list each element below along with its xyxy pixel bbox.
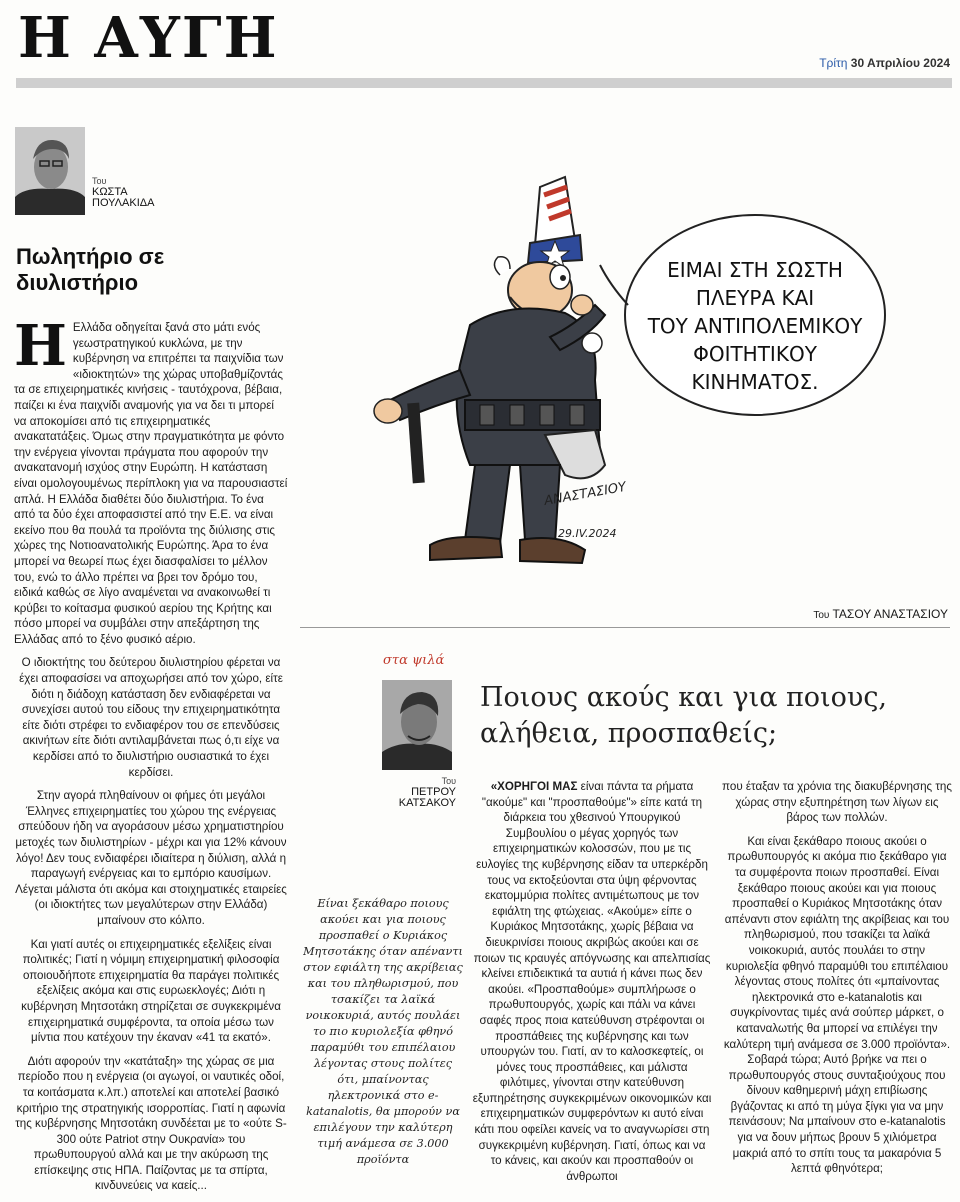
credit-prefix: Του bbox=[813, 610, 830, 621]
article-paragraph bbox=[472, 779, 712, 1184]
lead-in: «ΧΟΡΗΓΟΙ ΜΑΣ bbox=[490, 780, 578, 793]
cartoon-illustration bbox=[360, 165, 945, 590]
article-body bbox=[472, 779, 712, 1192]
issue-date-value: 30 Απριλίου 2024 bbox=[850, 56, 950, 70]
paragraph-text: Ελλάδα οδηγείται ξανά στο μάτι ενός γεωστρατηγικού κυκλώνα, με την κυβέρνηση να επιτρέπει τα παιχνίδια των «ιδιοκτητών» της χώρας υποβαθμίζοντάς τα σε επιχειρηματικές κινήσεις - ταυτόχρονα, βέβαια, παίζει κι ένα παιχνίδι αναμονής για να δει τι μπορεί να αποκομίσει από τις επιχειρηματικές ανακατατάξεις. Όμως στην πραγματικότητα με φόντο την ενέργεια γίνονται πράγματα που αφορούν την ανακατανομή ισχύος στην Ευρώπη. Η κατάσταση είναι ομολογουμένως περίπλοκη για να παρουσιαστεί απλά. Η Ελλάδα διαθέτει δύο διυλιστήρια. Το ένα από τα δύο έχει αποφασιστεί από την Ε.Ε. να είναι εκείνο που θα πουλά τα προϊόντα της διύλισης στις χώρες της Νοτιοανατολικής Ευρώπης. Άρα το ένα μπορεί να θεωρεί πως έχει διασφαλίσει το μέλλον του, ενώ το άλλο πρέπει να βρει τον δρόμο του, ειδικά καθώς σε λίγο αναμένεται να ανακοινωθεί τι κρύβει το κοίτασμα φυσικού αερίου της Κρήτης και πόσο μπορεί να συμβάλει στην απεξάρτηση της Ελλάδας από το ξένο φυσικό αέριο. bbox=[14, 321, 288, 646]
article-body-continued bbox=[722, 779, 952, 1185]
masthead-rule bbox=[16, 78, 952, 88]
speech-line: ΠΛΕΥΡΑ ΚΑΙ bbox=[695, 286, 815, 310]
article-paragraph: Στην αγορά πληθαίνουν οι φήμες ότι μεγάλοι Έλληνες επιχειρηματίες του χώρου της ενέργειας σπεύδουν ήδη να αγοράσουν μέσω χρηματιστηρίου μετοχές των διυλιστηρίων - μέχρι και για 12% κάνουν λόγο! Δεν τους ενδιαφέρει ιδιαίτερα η διύλιση, αλλά η παραγωγή ενέργειας και το εμπόριο καυσίμων. Λέγεται μάλιστα ότι ακόμα και στοιχηματικές εταιρείες (οι ιδιοκτήτες των μεγαλύτερων στην Ελλάδα) μπαίνουν στο κόλπο. bbox=[15, 789, 287, 927]
speech-line: ΤΟΥ ΑΝΤΙΠΟΛΕΜΙΚΟΥ bbox=[647, 314, 863, 338]
article-paragraph bbox=[14, 313, 288, 647]
speech-line: ΦΟΙΤΗΤΙΚΟΥ bbox=[693, 342, 817, 366]
author-prefix: Του bbox=[441, 776, 456, 786]
credit-name: ΤΑΣΟΥ ΑΝΑΣΤΑΣΙΟΥ bbox=[832, 607, 948, 621]
article-paragraph: που έταξαν τα χρόνια της διακυβέρνησης της χώρας στην εξυπηρέτηση των λίγων εις βάρος των πολλών. bbox=[722, 780, 952, 825]
speech-line: ΚΙΝΗΜΑΤΟΣ. bbox=[691, 370, 819, 394]
article-paragraph: Και είναι ξεκάθαρο ποιους ακούει ο πρωθυπουργός κι ακόμα πιο ξεκάθαρο για τα συμφέροντα ποιων προσπαθεί. Είναι ξεκάθαρο ποιους ακούει και για ποιους προσπαθεί ο Κυριάκος Μητσοτάκης όταν απέναντι στον εφιάλτη της ακρίβειας και του πληθωρισμού, που τσακίζει τα λαϊκά νοικοκυριά, αυτός πουλάει το στην κυριολεξία φθηνό παραμύθι του επιπέλαιου λέγοντας στους πολίτες ότι «μπαίνοντας ηλεκτρονικά στο e-katanalotis και συγκρίνοντας τιμές ανά σούπερ μάρκετ, ο καταναλωτής θα μπορεί να επιλέγει την καλύτερη τιμή ανάμεσα σε 3.000 προϊόντα». Σοβαρά τώρα; Αυτό βρήκε να πει ο πρωθυπουργός στους συνταξιούχους που δίνουν καθημερινή μάχη επιβίωσης βγάζοντας κι από τη μύγα ξίγκι για να μην πεινάσουν; Να μπαίνουν στο e-katanalotis για να δουν μήπως βρουν 5 χιλιόμετρα μακριά από το σπίτι τους τα μακαρόνια 5 λεπτά φθηνότερα; bbox=[723, 834, 951, 1176]
speech-line: ΕΙΜΑΙ ΣΤΗ ΣΩΣΤΗ bbox=[667, 258, 843, 282]
cartoon-date: 29.IV.2024 bbox=[558, 527, 617, 540]
author-photo bbox=[15, 127, 85, 215]
issue-date bbox=[819, 56, 950, 70]
author-caption bbox=[92, 176, 172, 209]
cartoon-signature: ΑΝΑΣΤΑΣΙΟΥ bbox=[543, 479, 628, 509]
article-paragraph: Ο ιδιοκτήτης του δεύτερου διυλιστηρίου φέρεται να έχει αποφασίσει να αποχωρήσει από τον χώρο, είτε διότι η διάδοχη κατάσταση δεν ενδιαφέρεται να συνεχίσει αυτού του είδους την επιχειρηματικότητα είτε διότι στρέφει το ενδιαφέρον του σε επενδύσεις ακινήτων είτε διότι αντιλαμβάνεται πως ό,τι είχε να κερδίσει από το διυλιστήριο ουσιαστικά το έχει κερδίσει. bbox=[19, 656, 283, 779]
author-name: ΚΩΣΤΑ ΠΟΥΛΑΚΙΔΑ bbox=[92, 186, 155, 209]
author-photo bbox=[382, 680, 452, 770]
pull-quote: Είναι ξεκάθαρο ποιους ακούει και για ποιους προσπαθεί ο Κυριάκος Μητσοτάκης όταν απέναντι στον εφιάλτη της ακρίβειας και του πληθωρισμού, που τσακίζει τα λαϊκά νοικοκυριά, αυτός πουλάει το πιο κυριολεξία φθηνό παραμύθι του επιπέλαιου λέγοντας στους πολίτες ότι, μπαίνοντας ηλεκτρονικά στο e-katanalotis, θα μπορούν να επιλέγουν την καλύτερη τιμή ανάμεσα σε 3.000 προϊόντα bbox=[303, 897, 463, 1166]
author-name: ΠΕΤΡΟΥ ΚΑΤΣΑΚΟΥ bbox=[398, 786, 456, 809]
dropcap: Η bbox=[14, 313, 67, 379]
author-portrait-icon bbox=[15, 127, 85, 215]
article-headline: Πωλητήριο σε διυλιστήριο bbox=[16, 244, 165, 295]
article-paragraph: Και γιατί αυτές οι επιχειρηματικές εξελίξεις είναι πολιτικές; Γιατί η νόμιμη επιχειρηματική φιλοσοφία οποιουδήποτε επιχειρηματία θα παράγει πολιτικές εξελίξεις ακόμα και στις ευρωεκλογές; Διότι η κυβέρνηση Μητσοτάκη στηρίζεται σε συγκεκριμένα επιχειρηματικά συμφέροντα, τα οποία μέσω των μίντια που κατέχουν την έκαναν «41 τα εκατό». bbox=[21, 937, 281, 1045]
article-body bbox=[14, 313, 288, 1202]
masthead-title: Η ΑΥΓΗ bbox=[18, 5, 279, 71]
author-caption bbox=[382, 776, 456, 809]
cartoon bbox=[360, 165, 945, 590]
author-prefix: Του bbox=[92, 176, 107, 186]
section-divider bbox=[300, 627, 950, 628]
author-portrait-icon bbox=[382, 680, 452, 770]
article-paragraph: Διότι αφορούν την «κατάταξη» της χώρας σε μια περίοδο που η ενέργεια (οι αγωγοί, οι ναυτικές οδοί, τα κοιτάσματα κ.λπ.) αποτελεί και αποτελεί βασικό κριτήριο της στρατηγικής ισορροπίας. Γιατί η αφωνία της κυβέρνησης Μητσοτάκη συνδέεται με το «ούτε S-300 ούτε Patriot στην Ουκρανία» του πρωθυπουργού αλλά και με την ακύρωση της επίσκεψης στις ΗΠΑ. Παίζοντας με τα σπίρτα, κινδυνεύεις να καείς... bbox=[15, 1054, 287, 1193]
paragraph-text: είναι πάντα τα ρήματα "ακούμε" και "προσπαθούμε"» είπε κατά τη διάρκεια του χθεσινού Υπουργικού Συμβουλίου ο μέγας χορηγός των επιχειρηματικών κολοσσών, που με τις ευλογίες της κυβέρνησης είδαν τα υπερκέρδη τους να εκτοξεύονται στα ύψη φέρνοντας εκατομμύρια πολίτες αντιμέτωπους με τον εφιάλτη της φτώχειας. «Ακούμε» είπε ο Κυριάκος Μητσοτάκης, χωρίς βέβαια να διευκρινίσει ποιους ακριβώς ακούει και σε ποιων τις κραυγές απόγνωσης και απελπισίας κλείνει επιδεικτικά τα αυτιά ή κάνει πως δεν ακούει. «Προσπαθούμε» συμπλήρωσε ο πρωθυπουργός, χωρίς και πάλι να κάνει σαφές προς ποια κατεύθυνση στρέφονται οι προσπάθειες της κυβέρνησης και των υπουργών του. Γιατί, αν το καλοσκεφτείς, οι μόνες τους προσπάθειες, και μάλιστα φιλότιμες, γίνονται στην κατεύθυνση εξυπηρέτησης συγκεκριμένων οικονομικών και επιχειρηματικών συμφερόντων κι αυτό είναι κάτι που οφείλει κανείς να το αναγνωρίσει στη συγκεκριμένη κυβέρνηση. Γιατί, όπως και να το κάνεις, και ακούν και προσπαθούν οι άνθρωποι bbox=[472, 780, 712, 1183]
article-headline: Ποιους ακούς και για ποιους, αλήθεια, προσπαθείς; bbox=[480, 682, 888, 749]
issue-day: Τρίτη bbox=[819, 56, 848, 70]
cartoon-credit bbox=[813, 607, 948, 621]
section-kicker: στα ψιλά bbox=[383, 653, 445, 668]
